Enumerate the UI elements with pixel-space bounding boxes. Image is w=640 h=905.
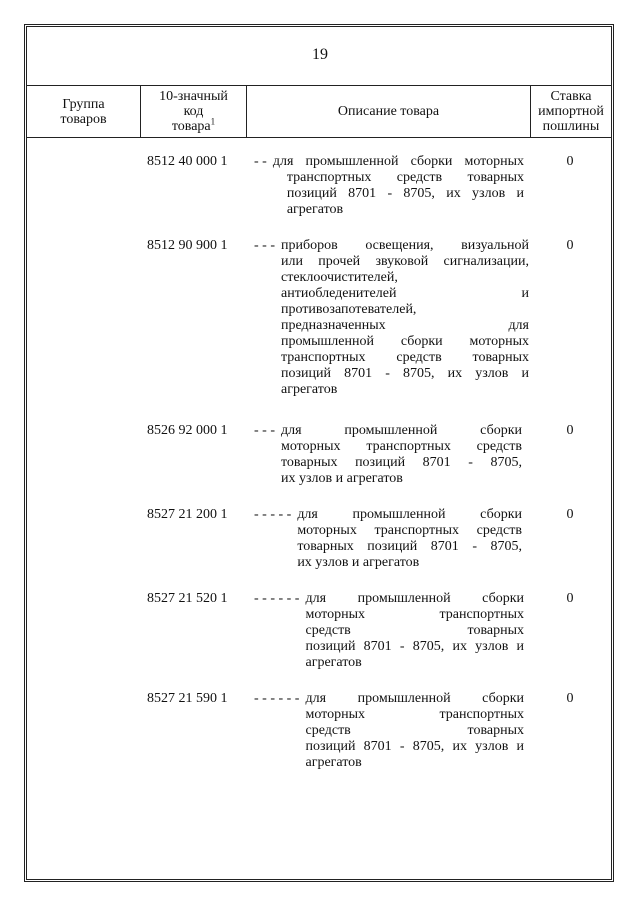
description-line: антиобледенителей и [281,286,529,301]
description-line: для промышленной сборки [305,691,524,706]
description-line: предназначенных для [281,318,529,333]
description-line: моторных транспортных [305,607,524,622]
duty-rate: 0 [566,691,574,706]
level-dashes: - - - [254,238,275,253]
product-description [281,238,529,398]
header-code-line: 10-значный [159,89,228,104]
level-dashes: - - - - - [254,507,292,522]
description-line: транспортных средств товарных [286,170,524,185]
description-line: позиций 8701 - 8705, их узлов и [281,366,529,381]
description-line: для промышленной сборки моторных [272,154,524,169]
footnote-marker: 1 [210,116,216,127]
page-number: 19 [312,46,328,63]
level-dashes: - - [254,154,267,169]
description-line: транспортных средств товарных [281,350,529,365]
duty-rate: 0 [566,154,574,169]
header-bottom-border [27,137,611,138]
header-rate-line: пошлины [542,119,600,134]
description-line: позиций 8701 - 8705, их узлов и [286,186,524,201]
description-line: их узлов и агрегатов [297,555,420,570]
description-line: для промышленной сборки [305,591,524,606]
duty-rate: 0 [566,507,574,522]
header-group-line: Группа [62,96,105,112]
product-description [281,423,522,487]
description-line: приборов освещения, визуальной [281,238,529,253]
product-description [305,591,524,671]
description-line: или прочей звуковой сигнализации, [281,254,529,269]
header-rate [531,86,611,137]
description-line: позиций 8701 - 8705, их узлов и [305,739,524,754]
description-line: товарных позиций 8701 - 8705, [297,539,522,554]
level-dashes: - - - - - - [254,691,300,706]
description-line: их узлов и агрегатов [281,471,403,486]
product-code: 8527 21 520 1 [147,591,228,606]
header-code [141,86,246,137]
duty-rate: 0 [566,423,574,438]
header-group [27,86,140,137]
description-line: агрегатов [281,382,338,397]
description-line: агрегатов [305,655,362,670]
description-line: моторных транспортных [305,707,524,722]
description-line: позиций 8701 - 8705, их узлов и [305,639,524,654]
product-code: 8527 21 200 1 [147,507,228,522]
description-line: для промышленной сборки [281,423,522,438]
description-line: промышленной сборки моторных [281,334,529,349]
product-code: 8512 90 900 1 [147,238,228,253]
product-description [273,154,524,218]
product-code: 8526 92 000 1 [147,423,228,438]
product-code: 8527 21 590 1 [147,691,228,706]
description-line: моторных транспортных средств [297,523,522,538]
description-line: средств товарных [305,623,524,638]
header-rate-line: Ставка [550,89,592,104]
description-line: средств товарных [305,723,524,738]
header-description: Описание товара [337,104,440,119]
level-dashes: - - - - - - [254,591,300,606]
header-rate-line: импортной [538,104,604,119]
product-description [305,691,524,771]
header-code-line: код [183,104,204,119]
duty-rate: 0 [566,591,574,606]
description-line: товарных позиций 8701 - 8705, [281,455,522,470]
level-dashes: - - - [254,423,275,438]
header-code-line: товара$^1$ [171,116,216,134]
product-description [297,507,522,571]
product-code: 8512 40 000 1 [147,154,228,169]
description-line: стеклоочистителей, [281,270,398,285]
description-line: противозапотевателей, [281,302,417,317]
duty-rate: 0 [566,238,574,253]
description-line: агрегатов [286,202,344,217]
description-line: моторных транспортных средств [281,439,522,454]
header-group-line: товаров [60,111,107,127]
description-line: агрегатов [305,755,362,770]
description-line: для промышленной сборки [297,507,522,522]
